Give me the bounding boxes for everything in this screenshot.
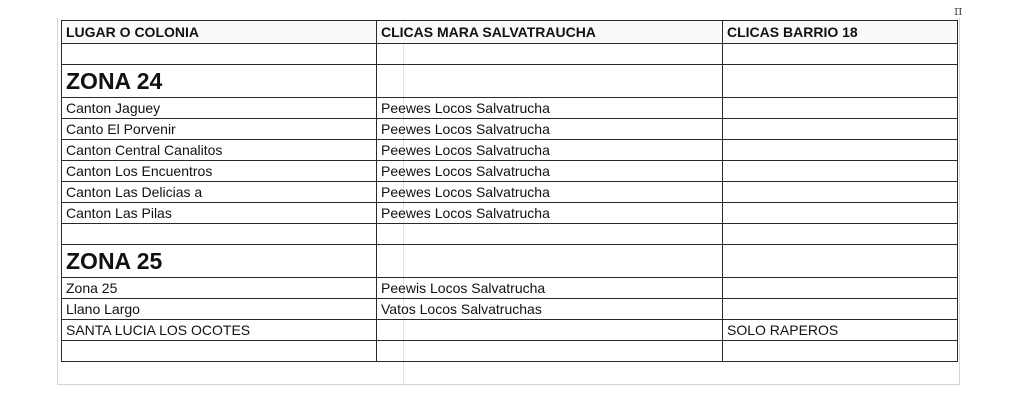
header-ms: CLICAS MARA SALVATRAUCHA xyxy=(377,21,723,44)
cell-ms: Peewes Locos Salvatrucha xyxy=(377,182,723,203)
empty-row xyxy=(62,44,958,65)
cell-ms: Peewes Locos Salvatrucha xyxy=(377,161,723,182)
cell-b18 xyxy=(723,299,958,320)
table-row xyxy=(62,320,958,341)
table-row xyxy=(62,182,958,203)
corner-mark: π xyxy=(954,4,963,19)
cell-b18 xyxy=(723,98,958,119)
cell-place: Canton Jaguey xyxy=(62,98,377,119)
table-row xyxy=(62,161,958,182)
table-row xyxy=(62,203,958,224)
cell-b18 xyxy=(723,182,958,203)
cell-place: Llano Largo xyxy=(62,299,377,320)
empty-row xyxy=(62,224,958,245)
cell-place: Canton Las Delicias a xyxy=(62,182,377,203)
cell-b18 xyxy=(723,203,958,224)
table-row xyxy=(62,299,958,320)
cell-place: Canton Las Pilas xyxy=(62,203,377,224)
cell-place: SANTA LUCIA LOS OCOTES xyxy=(62,320,377,341)
zone-24-title: ZONA 24 xyxy=(62,65,377,98)
cell-b18 xyxy=(723,161,958,182)
cell-ms: Peewes Locos Salvatrucha xyxy=(377,119,723,140)
table-row xyxy=(62,98,958,119)
header-b18: CLICAS BARRIO 18 xyxy=(723,21,958,44)
cell-ms: Vatos Locos Salvatruchas xyxy=(377,299,723,320)
header-row xyxy=(62,21,958,44)
cell-b18 xyxy=(723,278,958,299)
cell-b18: SOLO RAPEROS xyxy=(723,320,958,341)
zone-25-title: ZONA 25 xyxy=(62,245,377,278)
zone-heading-row xyxy=(62,65,958,98)
table-row xyxy=(62,119,958,140)
empty-row xyxy=(62,341,958,362)
cell-ms: Peewes Locos Salvatrucha xyxy=(377,98,723,119)
zone-heading-row xyxy=(62,245,958,278)
table-row xyxy=(62,140,958,161)
header-place: LUGAR O COLONIA xyxy=(62,21,377,44)
cell-b18 xyxy=(723,119,958,140)
cell-b18 xyxy=(723,140,958,161)
cell-place: Canton Central Canalitos xyxy=(62,140,377,161)
cell-ms: Peewes Locos Salvatrucha xyxy=(377,140,723,161)
gang-clique-table xyxy=(61,20,958,362)
cell-place: Canto El Porvenir xyxy=(62,119,377,140)
cell-ms: Peewis Locos Salvatrucha xyxy=(377,278,723,299)
cell-place: Zona 25 xyxy=(62,278,377,299)
cell-ms xyxy=(377,320,723,341)
table-row xyxy=(62,278,958,299)
cell-ms: Peewes Locos Salvatrucha xyxy=(377,203,723,224)
cell-place: Canton Los Encuentros xyxy=(62,161,377,182)
